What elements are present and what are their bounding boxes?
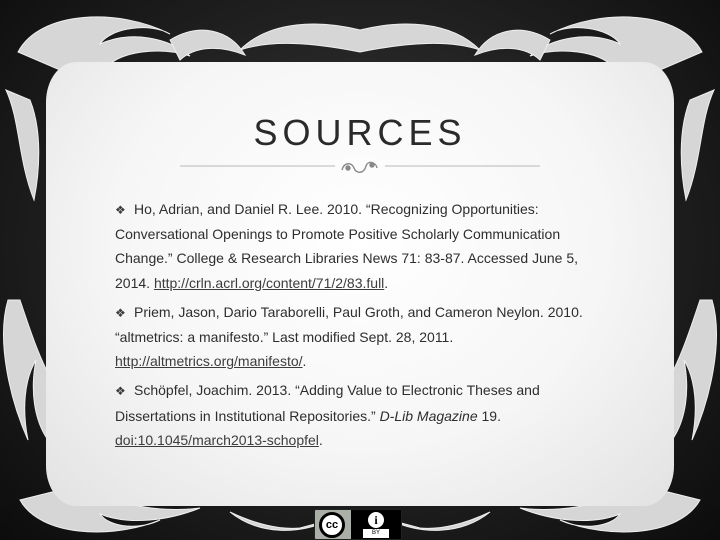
diamond-bullet-icon: ❖ [115, 203, 126, 217]
reference-item [115, 378, 615, 452]
reference-item [115, 300, 615, 374]
journal-title: D-Lib Magazine [379, 407, 478, 424]
reference-link[interactable]: http://crln.acrl.org/content/71/2/83.full [153, 274, 385, 291]
right-flourish [668, 300, 716, 440]
reference-period: . [384, 274, 389, 291]
slide-title: SOURCES [253, 112, 467, 153]
reference-text: Priem, Jason, Dario Taraborelli, Paul Groth, and Cameron Neylon. 2010. “altmetrics: a manifesto.” Last modified Sept. 28, 2011. [115, 303, 583, 346]
reference-period: . [302, 353, 307, 370]
attribution-block [351, 510, 401, 539]
reference-link[interactable]: doi:10.1045/march2013-schopfel [115, 431, 319, 448]
reference-text: Schöpfel, Joachim. 2013. “Adding Value to Electronic Theses and Dissertations in Institutional Repositories.” [115, 382, 540, 424]
reference-volume: 19. [477, 407, 501, 424]
reference-text: Ho, Adrian, and Daniel R. Lee. 2010. “Recognizing Opportunities: Conversational Openings to Promote Positive Scholarly Communication Change.” College & Research Libraries News 71: 83-87. Accessed June 5, 2014. [115, 201, 579, 291]
by-label: BY [371, 530, 380, 536]
reference-link[interactable]: http://altmetrics.org/manifesto/ [115, 353, 303, 370]
title-divider [180, 156, 540, 180]
creative-commons-badge[interactable] [314, 509, 402, 540]
diamond-bullet-icon: ❖ [115, 384, 126, 399]
attribution-person-icon: i [368, 512, 384, 528]
diamond-bullet-icon: ❖ [115, 305, 126, 320]
top-center-flourish [240, 24, 480, 52]
left-flourish [4, 300, 52, 440]
reference-period: . [318, 431, 323, 448]
divider-ornament-icon [342, 162, 377, 172]
reference-item [115, 197, 615, 295]
references-list [115, 197, 615, 457]
cc-icon: cc [319, 512, 345, 538]
